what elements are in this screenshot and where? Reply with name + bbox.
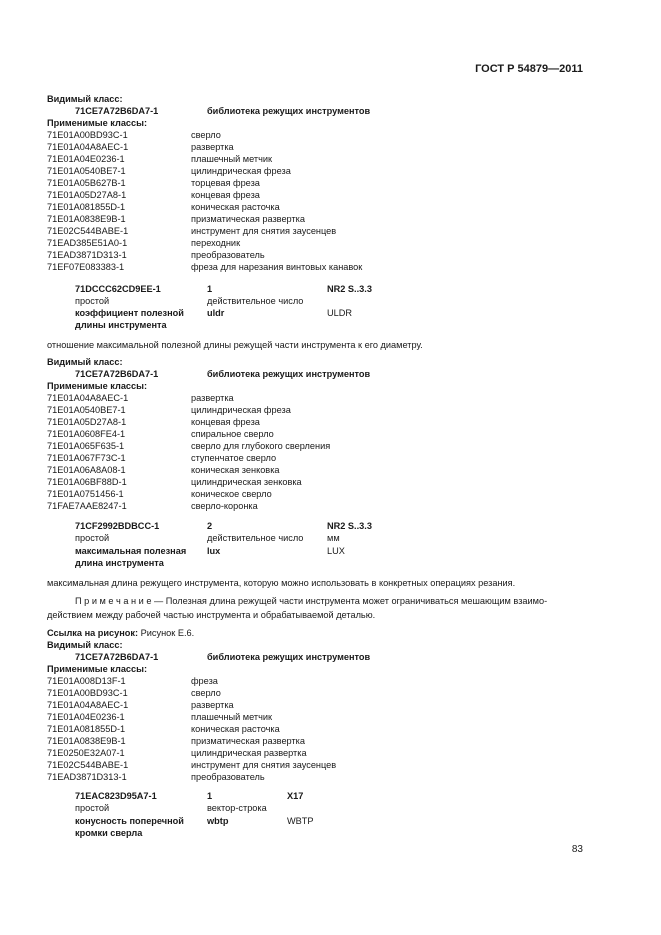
class-name: переходник — [191, 238, 241, 248]
property-name-line1: конусность поперечной — [75, 816, 184, 826]
list-item — [47, 747, 567, 759]
class-name: сверло — [191, 130, 221, 140]
property-symbol: wbtp — [207, 816, 229, 826]
class-name: спиральное сверло — [191, 429, 274, 439]
class-code: 71E01A0751456-1 — [47, 489, 124, 499]
applicable-classes-list — [47, 392, 567, 512]
class-code: 71E02C544BABE-1 — [47, 226, 129, 236]
class-code: 71EAD3871D313-1 — [47, 250, 127, 260]
property-format: NR2 S..3.3 — [327, 284, 372, 294]
class-code: 71E01A067F73C-1 — [47, 453, 126, 463]
class-name: цилиндрическая фреза — [191, 405, 291, 415]
class-code: 71E01A00BD93C-1 — [47, 688, 128, 698]
list-item — [47, 771, 567, 783]
class-code: 71E01A0838E9B-1 — [47, 214, 126, 224]
list-item — [47, 759, 567, 771]
list-item — [47, 687, 567, 699]
property-unit: WBTP — [287, 816, 314, 826]
class-code: 71E01A0838E9B-1 — [47, 736, 126, 746]
class-name: цилиндрическая зенковка — [191, 477, 302, 487]
property-format: NR2 S..3.3 — [327, 521, 372, 531]
list-item — [47, 452, 567, 464]
class-name: плашечный метчик — [191, 712, 273, 722]
list-item — [47, 488, 567, 500]
class-code: 71E01A04A8AEC-1 — [47, 700, 129, 710]
class-code: 71EAD385E51A0-1 — [47, 238, 128, 248]
class-name: ступенчатое сверло — [191, 453, 277, 463]
class-code: 71E01A0608FE4-1 — [47, 429, 126, 439]
property-name-line2: длина инструмента — [75, 558, 164, 568]
list-item — [47, 476, 567, 488]
property-code: 71CF2992BDBCC-1 — [75, 521, 160, 531]
list-item — [47, 129, 567, 141]
class-name: плашечный метчик — [191, 154, 273, 164]
class-code: 71EF07E083383-1 — [47, 262, 125, 272]
list-item — [47, 201, 567, 213]
list-item — [47, 699, 567, 711]
list-item — [47, 440, 567, 452]
class-code: 71E01A05D27A8-1 — [47, 190, 127, 200]
class-code: 71E01A0540BE7-1 — [47, 405, 126, 415]
class-code: 71E01A008D13F-1 — [47, 676, 126, 686]
property-code: 71EAC823D95A7-1 — [75, 791, 157, 801]
property-kind: действительное число — [207, 533, 304, 543]
class-name: преобразователь — [191, 772, 265, 782]
list-item — [47, 189, 567, 201]
applicable-classes-label: Применимые классы: — [47, 664, 148, 674]
property-kind: вектор-строка — [207, 803, 267, 813]
class-code: 71E0250E32A07-1 — [47, 748, 125, 758]
class-code: 71E01A081855D-1 — [47, 202, 126, 212]
visible-class-name: библиотека режущих инструментов — [207, 106, 371, 116]
list-item — [47, 392, 567, 404]
list-item — [47, 237, 567, 249]
property-definition: отношение максимальной полезной длины режущей части инструмента к его диаметру. — [47, 340, 423, 350]
class-code: 71E01A06A8A08-1 — [47, 465, 126, 475]
property-symbol: uldr — [207, 308, 225, 318]
visible-class-code: 71CE7A72B6DA7-1 — [75, 652, 159, 662]
list-item — [47, 165, 567, 177]
class-code: 71E01A04E0236-1 — [47, 712, 125, 722]
standard-designation: ГОСТ Р 54879—2011 — [475, 63, 583, 75]
class-code: 71EAD3871D313-1 — [47, 772, 127, 782]
class-code: 71E01A05B627B-1 — [47, 178, 126, 188]
class-name: сверло — [191, 688, 221, 698]
list-item — [47, 404, 567, 416]
applicable-classes-list — [47, 675, 567, 783]
list-item — [47, 153, 567, 165]
list-item — [47, 675, 567, 687]
property-kind-unit: мм — [327, 533, 340, 543]
visible-class-label: Видимый класс: — [47, 94, 123, 104]
figure-reference-value: Рисунок Е.6. — [138, 628, 195, 638]
property-number: 2 — [207, 521, 213, 531]
class-name: концевая фреза — [191, 417, 260, 427]
property-code: 71DCCC62CD9EE-1 — [75, 284, 161, 294]
class-name: развертка — [191, 393, 234, 403]
class-code: 71FAE7AAE8247-1 — [47, 501, 127, 511]
class-code: 71E01A06BF88D-1 — [47, 477, 127, 487]
applicable-classes-label: Применимые классы: — [47, 381, 148, 391]
property-number: 1 — [207, 791, 213, 801]
class-code: 71E02C544BABE-1 — [47, 760, 129, 770]
class-name: торцевая фреза — [191, 178, 260, 188]
class-name: цилиндрическая развертка — [191, 748, 307, 758]
property-format: X17 — [287, 791, 304, 801]
class-name: инструмент для снятия заусенцев — [191, 760, 337, 770]
class-name: коническая зенковка — [191, 465, 280, 475]
list-item — [47, 735, 567, 747]
list-item — [47, 416, 567, 428]
visible-class-label: Видимый класс: — [47, 357, 123, 367]
class-code: 71E01A04A8AEC-1 — [47, 142, 129, 152]
list-item — [47, 464, 567, 476]
class-name: призматическая развертка — [191, 736, 306, 746]
class-name: сверло для глубокого сверления — [191, 441, 331, 451]
class-code: 71E01A04E0236-1 — [47, 154, 125, 164]
list-item — [47, 723, 567, 735]
visible-class-code: 71CE7A72B6DA7-1 — [75, 369, 159, 379]
list-item — [47, 225, 567, 237]
property-name-line2: кромки сверла — [75, 828, 143, 838]
property-name-line1: максимальная полезная — [75, 546, 187, 556]
property-name-line2: длины инструмента — [75, 320, 167, 330]
note-label: П р и м е ч а н и е — [75, 596, 152, 606]
class-code: 71E01A00BD93C-1 — [47, 130, 128, 140]
class-name: преобразователь — [191, 250, 265, 260]
class-name: инструмент для снятия заусенцев — [191, 226, 337, 236]
visible-class-name: библиотека режущих инструментов — [207, 652, 371, 662]
property-number: 1 — [207, 284, 213, 294]
class-name: фреза для нарезания винтовых канавок — [191, 262, 363, 272]
property-definition: максимальная длина режущего инструмента, которую можно использовать в конкретных операциях резания. — [47, 578, 516, 588]
list-item — [47, 711, 567, 723]
class-name: развертка — [191, 142, 234, 152]
list-item — [47, 213, 567, 225]
list-item — [47, 500, 567, 512]
class-code: 71E01A04A8AEC-1 — [47, 393, 129, 403]
property-kind: действительное число — [207, 296, 304, 306]
class-name: коническая расточка — [191, 202, 280, 212]
visible-class-code: 71CE7A72B6DA7-1 — [75, 106, 159, 116]
class-name: призматическая развертка — [191, 214, 306, 224]
list-item — [47, 141, 567, 153]
property-type: простой — [75, 533, 110, 543]
class-name: коническое сверло — [191, 489, 272, 499]
figure-reference — [47, 627, 194, 639]
class-name: развертка — [191, 700, 234, 710]
property-unit: ULDR — [327, 308, 353, 318]
visible-class-name: библиотека режущих инструментов — [207, 369, 371, 379]
list-item — [47, 428, 567, 440]
applicable-classes-label: Применимые классы: — [47, 118, 148, 128]
applicable-classes-list — [47, 129, 567, 273]
note-paragraph — [47, 594, 586, 622]
figure-reference-label: Ссылка на рисунок: — [47, 628, 139, 638]
class-name: сверло-коронка — [191, 501, 258, 511]
property-symbol: lux — [207, 546, 221, 556]
list-item — [47, 249, 567, 261]
class-code: 71E01A065F635-1 — [47, 441, 125, 451]
class-name: коническая расточка — [191, 724, 280, 734]
page-number: 83 — [571, 844, 583, 855]
list-item — [47, 177, 567, 189]
property-type: простой — [75, 803, 110, 813]
list-item — [47, 261, 567, 273]
visible-class-label: Видимый класс: — [47, 640, 123, 650]
property-unit: LUX — [327, 546, 345, 556]
class-code: 71E01A05D27A8-1 — [47, 417, 127, 427]
class-name: цилиндрическая фреза — [191, 166, 291, 176]
class-name: фреза — [191, 676, 218, 686]
note-text: — Полезная длина режущей части инструмента может ограничиваться мешающим взаимодействием между рабочей частью инструмента и обрабатываемой деталью. — [47, 596, 548, 620]
property-type: простой — [75, 296, 110, 306]
class-code: 71E01A081855D-1 — [47, 724, 126, 734]
property-name-line1: коэффициент полезной — [75, 308, 184, 318]
class-code: 71E01A0540BE7-1 — [47, 166, 126, 176]
class-name: концевая фреза — [191, 190, 260, 200]
